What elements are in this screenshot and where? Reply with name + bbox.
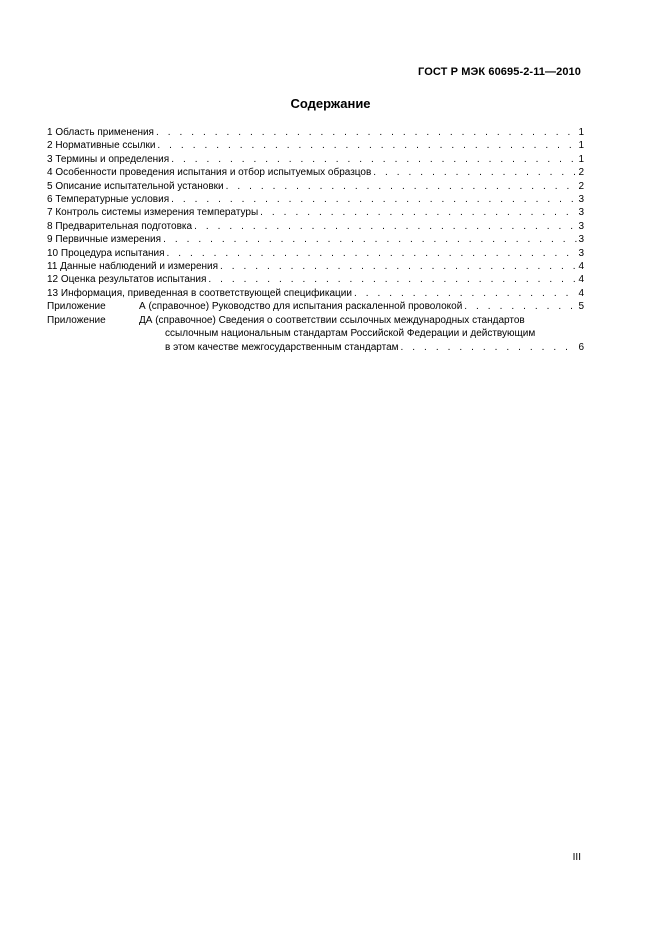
toc-entry-page: 2: [578, 180, 584, 192]
toc-leader-dots: [208, 273, 577, 286]
page-number: III: [572, 852, 581, 863]
toc-entry-page: 3: [578, 220, 584, 232]
toc-leader-dots: [464, 300, 577, 313]
toc-annex-da[interactable]: [47, 314, 584, 354]
toc-entry-text: 2 Нормативные ссылки: [47, 140, 156, 152]
document-code: ГОСТ Р МЭК 60695-2-11—2010: [418, 66, 581, 78]
toc-entry-page: 1: [578, 127, 584, 138]
toc-entry-10[interactable]: [47, 247, 584, 260]
toc-entry-8[interactable]: [47, 220, 584, 233]
toc-leader-dots: [194, 220, 577, 233]
toc-entry-3[interactable]: [47, 153, 584, 166]
toc-entry-text: 6 Температурные условия: [47, 194, 170, 206]
table-of-contents: [47, 126, 584, 354]
toc-entry-page: 4: [578, 274, 584, 286]
toc-leader-dots: [260, 206, 577, 219]
toc-entry-13[interactable]: [47, 287, 584, 300]
annex-da-page: 6: [578, 341, 584, 353]
toc-entry-5[interactable]: [47, 180, 584, 193]
toc-entry-6[interactable]: [47, 193, 584, 206]
toc-leader-dots: [354, 287, 577, 300]
toc-entry-1[interactable]: [47, 126, 584, 139]
toc-entry-page: 1: [578, 153, 584, 165]
annex-da-line-3: [139, 341, 584, 354]
toc-entry-page: 4: [578, 287, 584, 299]
annex-a-page: 5: [578, 301, 584, 313]
annex-a-line: [139, 300, 584, 313]
toc-leader-dots: [167, 247, 578, 260]
annex-prefix: Приложение: [47, 314, 106, 326]
toc-entry-page: 4: [578, 261, 584, 273]
toc-entry-page: 3: [578, 207, 584, 219]
toc-entry-text: 7 Контроль системы измерения температуры: [47, 207, 259, 219]
toc-entry-page: 3: [578, 247, 584, 259]
toc-leader-dots: [226, 180, 578, 193]
toc-entry-9[interactable]: [47, 233, 584, 246]
toc-title: Содержание: [290, 96, 371, 111]
toc-leader-dots: [163, 233, 577, 246]
toc-leader-dots: [171, 193, 577, 206]
annex-a-text: А (справочное) Руководство для испытания раскаленной проволокой: [139, 301, 463, 313]
toc-entry-page: 1: [578, 140, 584, 152]
annex-da-line-1: ДА (справочное) Сведения о соответствии ссылочных международных стандартов: [139, 314, 525, 326]
toc-entry-text: 3 Термины и определения: [47, 153, 170, 165]
toc-entry-page: 3: [578, 234, 584, 246]
toc-entry-4[interactable]: [47, 166, 584, 179]
toc-entry-text: 11 Данные наблюдений и измерения: [47, 261, 219, 273]
toc-entry-text: 4 Особенности проведения испытания и отбор испытуемых образцов: [47, 167, 372, 179]
toc-entry-text: 8 Предварительная подготовка: [47, 220, 193, 232]
toc-entry-7[interactable]: [47, 206, 584, 219]
toc-entry-text: 10 Процедура испытания: [47, 247, 165, 259]
toc-leader-dots: [220, 260, 577, 273]
toc-leader-dots: [156, 126, 577, 139]
toc-entry-page: 2: [578, 167, 584, 179]
annex-da-text: в этом качестве межгосударственным стандартам: [165, 341, 399, 353]
toc-entry-page: 3: [578, 194, 584, 206]
annex-da-line-2: ссылочным национальным стандартам Российской Федерации и действующим: [165, 328, 536, 340]
toc-leader-dots: [171, 153, 577, 166]
toc-entry-text: 12 Оценка результатов испытания: [47, 274, 207, 286]
toc-entry-text: 9 Первичные измерения: [47, 234, 162, 246]
annex-prefix: Приложение: [47, 301, 106, 313]
annex-da-body: [139, 314, 584, 354]
toc-entry-12[interactable]: [47, 273, 584, 286]
toc-entry-text: 5 Описание испытательной установки: [47, 180, 224, 192]
toc-leader-dots: [373, 166, 577, 179]
toc-entry-text: 13 Информация, приведенная в соответствующей спецификации: [47, 287, 352, 299]
toc-entry-11[interactable]: [47, 260, 584, 273]
annex-a-body: [139, 300, 584, 313]
toc-annex-a[interactable]: [47, 300, 584, 313]
toc-entry-text: 1 Область применения: [47, 127, 154, 138]
toc-entry-2[interactable]: [47, 139, 584, 152]
toc-leader-dots: [157, 139, 577, 152]
toc-leader-dots: [401, 341, 578, 354]
